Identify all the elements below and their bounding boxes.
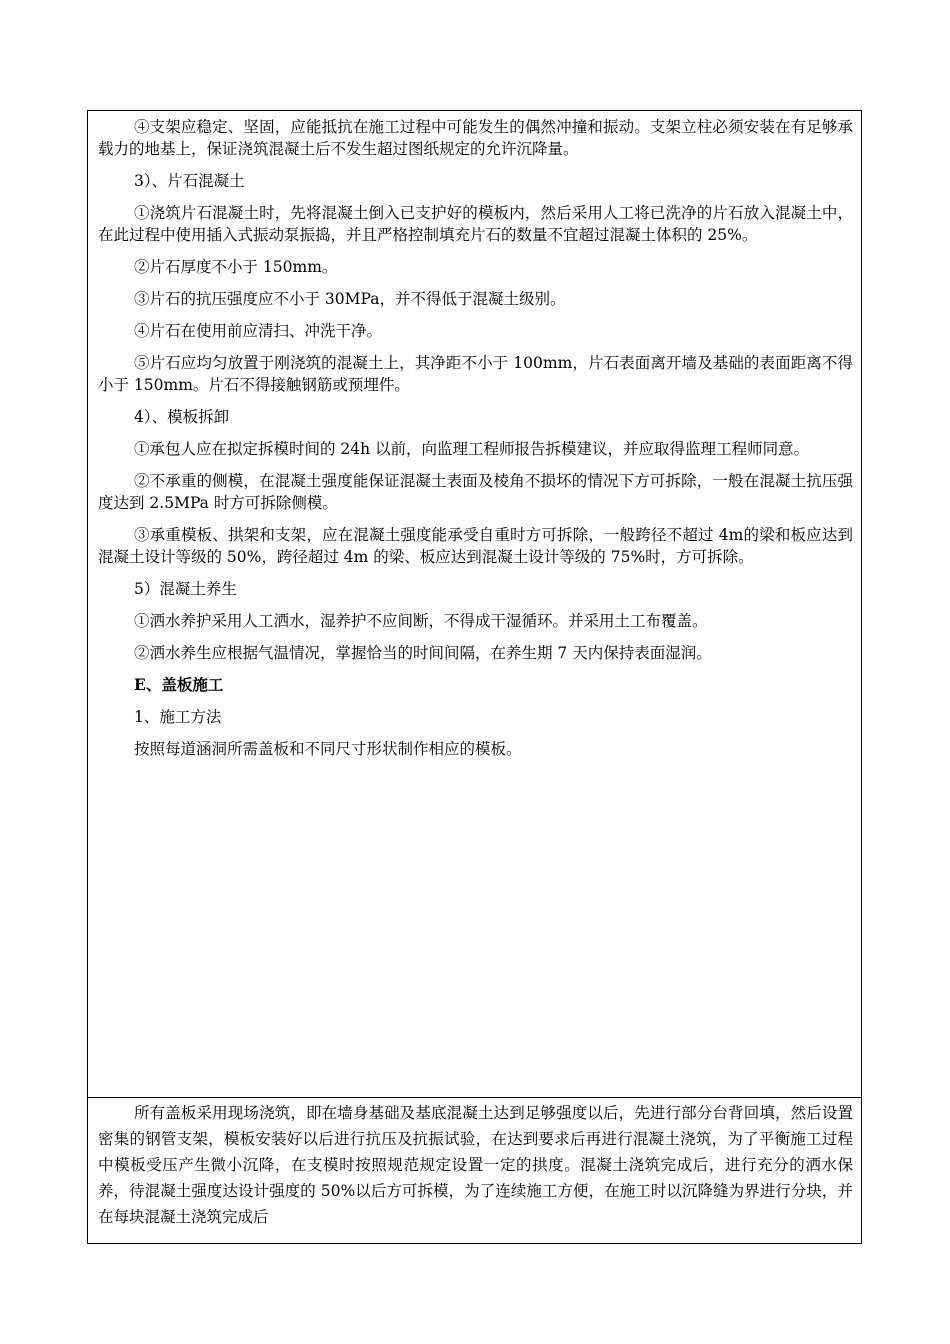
paragraph: ④片石在使用前应清扫、冲洗干净。 — [134, 322, 383, 340]
paragraph: ②不承重的侧模，在混凝土强度能保证混凝土表面及棱角不损坏的情况下方可拆除，一般在混凝土抗压强度达到 2.5MPa 时方可拆除侧模。 — [98, 472, 853, 512]
paragraph: ④支架应稳定、坚固，应能抵抗在施工过程中可能发生的偶然冲撞和振动。支架立柱必须安装在有足够承载力的地基上，保证浇筑混凝土后不发生超过图纸规定的允许沉降量。 — [98, 118, 853, 158]
paragraph: ①浇筑片石混凝土时，先将混凝土倒入已支护好的模板内，然后采用人工将已洗净的片石放入混凝土中，在此过程中使用插入式振动泵振捣，并且严格控制填充片石的数量不宜超过混凝土体积的 25%。 — [98, 204, 853, 244]
paragraph: ⑤片石应均匀放置于刚浇筑的混凝土上，其净距不小于 100mm，片石表面离开墙及基础的表面距离不得小于 150mm。片石不得接触钢筋或预埋件。 — [98, 354, 853, 394]
text-body — [88, 1098, 861, 1230]
paragraph: 所有盖板采用现场浇筑，即在墙身基础及基底混凝土达到足够强度以后，先进行部分台背回填，然后设置密集的钢管支架，模板安装好以后进行抗压及抗振试验，在达到要求后再进行混凝土浇筑，为了平衡施工过程中模板受压产生微小沉降，在支模时按照规范规定设置一定的拱度。混凝土浇筑完成后，进行充分的洒水保养，待混凝土强度达设计强度的 50%以后方可拆模，为了连续施工方便，在施工时以沉降缝为界进行分块，并在每块混凝土浇筑完成后 — [98, 1104, 853, 1226]
paragraph: ②片石厚度不小于 150mm。 — [134, 258, 338, 276]
subsection-heading: 1、施工方法 — [134, 708, 222, 726]
content-box-top — [87, 110, 862, 1098]
paragraph: ③承重模板、拱架和支架，应在混凝土强度能承受自重时方可拆除，一般跨径不超过 4m的梁和板应达到混凝土设计等级的 50%，跨径超过 4m 的梁、板应达到混凝土设计等级的 75%时，方可拆除。 — [98, 526, 853, 566]
text-body — [88, 111, 861, 760]
content-box-bottom — [87, 1097, 862, 1244]
paragraph: ③片石的抗压强度应不小于 30MPa，并不得低于混凝土级别。 — [134, 290, 566, 308]
paragraph: ①洒水养护采用人工洒水，湿养护不应间断，不得成干湿循环。并采用土工布覆盖。 — [134, 612, 708, 630]
section-heading-bold: E、盖板施工 — [134, 675, 224, 694]
section-heading: 4）、模板拆卸 — [134, 408, 230, 426]
section-heading: 5）混凝土养生 — [134, 580, 237, 598]
paragraph: ①承包人应在拟定拆模时间的 24h 以前，向监理工程师报告拆模建议，并应取得监理工程师同意。 — [134, 440, 810, 458]
paragraph: ②洒水养生应根据气温情况，掌握恰当的时间间隔，在养生期 7 天内保持表面湿润。 — [134, 644, 712, 662]
section-heading: 3）、片石混凝土 — [134, 172, 245, 190]
paragraph: 按照每道涵洞所需盖板和不同尺寸形状制作相应的模板。 — [134, 740, 522, 758]
